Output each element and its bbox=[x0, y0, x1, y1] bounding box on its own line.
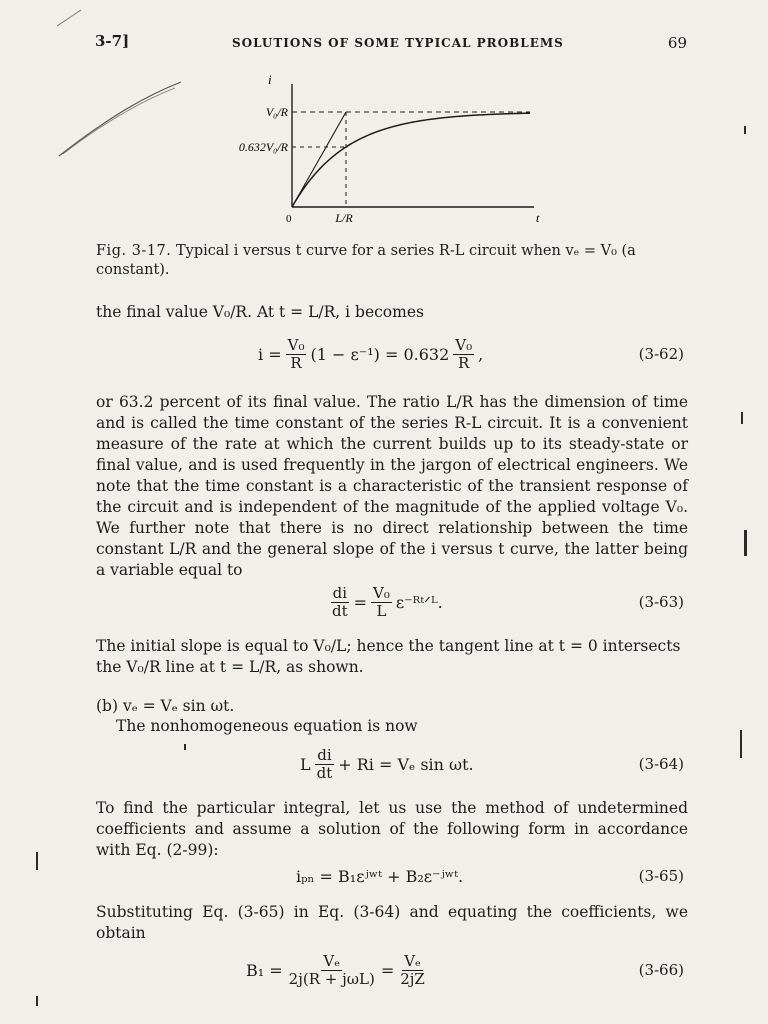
final-value-label: V₀/R bbox=[265, 105, 288, 119]
eq62-lhs: i = bbox=[258, 344, 282, 364]
eq64-rhs: + Ri = Vₑ sin ωt. bbox=[338, 754, 474, 774]
eq66-frac2-den: 2jZ bbox=[400, 969, 425, 988]
x-axis-label: t bbox=[536, 211, 540, 225]
eq62-frac1-num: V₀ bbox=[287, 335, 305, 354]
section-number: 3-7] bbox=[95, 32, 130, 50]
pencil-mark bbox=[55, 78, 185, 160]
eq62-frac1-den: R bbox=[290, 353, 302, 372]
eq63-rhs: ε⁻ᴿᵗᐟᴸ. bbox=[395, 592, 443, 612]
eq63-frac1-num: di bbox=[332, 583, 348, 602]
figure-caption-label: Fig. 3-17. bbox=[96, 243, 172, 259]
paragraph-substituting: Substituting Eq. (3-65) in Eq. (3-64) and equating the coefficients, we obtain bbox=[96, 903, 688, 942]
margin-mark bbox=[36, 852, 38, 870]
eq65-number: (3-65) bbox=[638, 867, 684, 885]
current-curve bbox=[292, 113, 530, 207]
margin-mark bbox=[36, 996, 38, 1006]
margin-mark bbox=[184, 744, 186, 750]
margin-mark bbox=[744, 126, 746, 134]
paragraph-final-value: the final value V₀/R. At t = L/R, i becomes bbox=[96, 303, 424, 321]
eq66-equals: = bbox=[380, 960, 395, 980]
eq65-body: iₚₙ = B₁εʲʷᵗ + B₂ε⁻ʲʷᵗ. bbox=[296, 866, 464, 886]
eq66-frac1-den: 2j(R + jωL) bbox=[288, 969, 375, 988]
pencil-tick bbox=[55, 8, 85, 28]
eq66-fraction-1 bbox=[287, 953, 377, 988]
eq62-number: (3-62) bbox=[638, 345, 684, 363]
equation-3-63 bbox=[96, 580, 688, 624]
eq63-frac2-den: L bbox=[376, 601, 387, 620]
eq66-frac1-num: Vₑ bbox=[323, 951, 341, 970]
eq64-number: (3-64) bbox=[638, 755, 684, 773]
time-constant-label: L/R bbox=[335, 211, 353, 225]
eq62-frac2-num: V₀ bbox=[455, 335, 473, 354]
eq66-frac2-num: Vₑ bbox=[404, 951, 421, 970]
eq64-lhs: L bbox=[300, 754, 311, 774]
page-number: 69 bbox=[667, 34, 687, 52]
eq63-equals: = bbox=[353, 592, 368, 612]
eq63-fraction-2 bbox=[371, 585, 392, 620]
eq64-frac-den: dt bbox=[316, 763, 333, 782]
y-axis-label: i bbox=[268, 72, 272, 87]
running-header bbox=[95, 32, 687, 54]
eq66-lhs: B₁ = bbox=[246, 960, 283, 980]
paragraph-time-constant: or 63.2 percent of its final value. The ratio L/R has the dimension of time and is called the time constant of the series R-L circuit. It is a convenient measure of the rate at which the current builds up to its steady-state or final value, and is used frequently in the jargon of electrical engineers. We note that the time constant is a characteristic of the transient response of the circuit and is independent of the magnitude of the applied voltage V₀. We further note that there is no direct relationship between the time constant L/R and the general slope of the i versus t curve, the latter being a variable equal to bbox=[96, 393, 688, 579]
origin-label: 0 bbox=[286, 213, 292, 225]
paragraph-initial-slope: The initial slope is equal to V₀/L; hence the tangent line at t = 0 intersects the V₀/R line at t = L/R, as shown. bbox=[96, 637, 681, 676]
figure-caption bbox=[96, 242, 688, 280]
eq63-number: (3-63) bbox=[638, 593, 684, 611]
paragraph-nonhomogeneous: The nonhomogeneous equation is now bbox=[116, 717, 418, 735]
eq63-frac2-num: V₀ bbox=[373, 583, 390, 602]
figure-caption-text: Typical i versus t curve for a series R-L circuit when vₑ = V₀ (a constant). bbox=[96, 243, 636, 278]
case-b-heading: (b) vₑ = Vₑ sin ωt. bbox=[96, 697, 235, 715]
eq62-fraction-2 bbox=[453, 337, 474, 372]
eq63-fraction-1 bbox=[330, 585, 350, 620]
page-header-title: SOLUTIONS OF SOME TYPICAL PROBLEMS bbox=[232, 36, 564, 50]
equation-3-62 bbox=[96, 332, 688, 376]
equation-3-66 bbox=[96, 948, 688, 992]
eq66-fraction-2 bbox=[398, 953, 427, 988]
eq64-frac-num: di bbox=[317, 745, 332, 764]
eq62-fraction-1 bbox=[286, 337, 307, 372]
eq63-frac1-den: dt bbox=[332, 601, 348, 620]
margin-mark bbox=[744, 530, 747, 556]
eq62-frac2-den: R bbox=[458, 353, 470, 372]
time-constant-level-label: 0.632V₀/R bbox=[238, 140, 288, 154]
rl-response-figure bbox=[212, 72, 552, 232]
paragraph-particular-integral: To find the particular integral, let us use the method of undetermined coefficients and assume a solution of the following form in accordance with Eq. (2-99): bbox=[96, 799, 688, 859]
eq62-end: , bbox=[478, 344, 484, 364]
margin-mark bbox=[741, 412, 743, 424]
equation-3-65 bbox=[96, 854, 688, 898]
eq64-fraction bbox=[315, 747, 335, 782]
margin-mark bbox=[740, 730, 742, 758]
eq62-mid: (1 − ε⁻¹) = 0.632 bbox=[310, 344, 450, 364]
eq66-number: (3-66) bbox=[638, 961, 684, 979]
